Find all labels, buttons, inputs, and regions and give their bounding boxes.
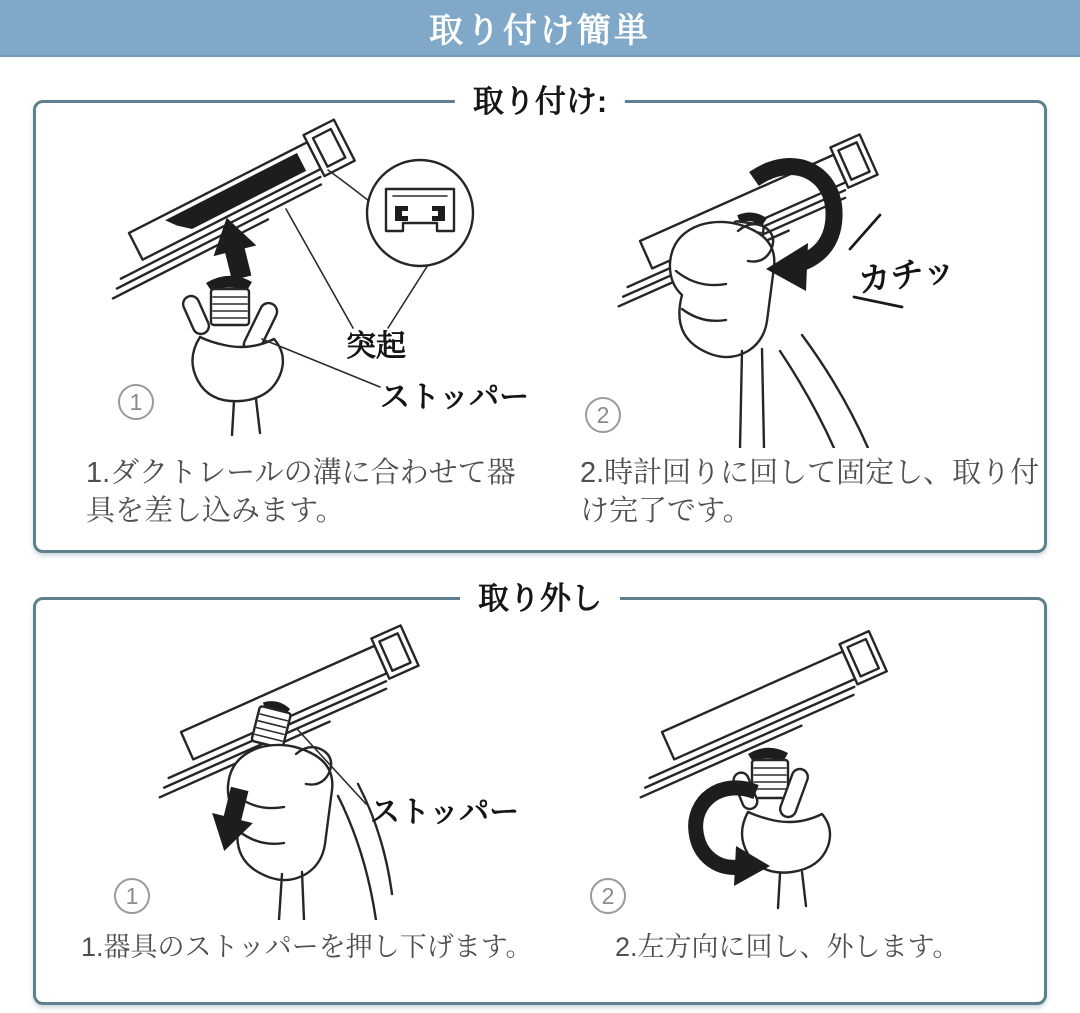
illustration-push-stopper-down [36,620,540,920]
install-step-1 [36,113,540,550]
step-caption: 1.器具のストッパーを押し下げます。 [81,932,533,962]
svg-text:1: 1 [125,883,139,909]
remove-panel-title: 取り外し [460,579,620,619]
label-stopper: ストッパー [370,796,520,829]
step-caption: 1.ダクトレールの溝に合わせて器具を差し込みます。 [86,457,516,527]
remove-panel [33,581,1047,1005]
label-protrusion: 突起 [346,330,406,363]
step-number-badge [119,385,153,419]
label-stopper: ストッパー [380,381,530,414]
install-panel [33,84,1047,553]
svg-text:2: 2 [601,883,615,909]
svg-text:1: 1 [129,389,143,415]
leader-line-inset [388,265,428,328]
install-steps [36,103,1044,550]
svg-text:2: 2 [596,402,610,428]
pendant-rod [762,349,764,448]
hand [670,222,868,448]
pendant-rod [302,872,304,920]
forearm [802,335,868,448]
illustration-rotate-left [540,620,1044,920]
fixture-adapter [206,276,252,325]
remove-step-2 [540,620,1044,1002]
fist [670,222,774,357]
step-number-badge [591,879,625,913]
step-caption: 2.時計回りに回して固定し、取り付け完了です。 [580,457,1040,527]
illustration-insert-into-rail [36,113,540,448]
thumb [181,293,212,336]
step-number-badge [586,398,620,432]
pendant-rod [740,351,742,448]
click-sound-label: カチッ [855,250,958,299]
hand [228,745,392,920]
remove-steps [36,600,1044,1002]
install-step-2 [540,113,1044,550]
emphasis-mark [850,215,880,249]
forearm [780,351,834,448]
install-panel-title: 取り付け: [455,82,625,122]
fist [228,745,332,880]
header-banner [0,0,1080,57]
leader-line-protrusion [286,209,353,328]
remove-step-1 [36,620,540,1002]
illustration-rotate-clockwise [540,113,1044,448]
palm [192,337,282,401]
cross-section-inset [328,160,473,266]
duct-rail [86,120,360,299]
step-number-badge [115,879,149,913]
page-title: 取り付け簡単 [429,12,651,50]
step-caption: 2.左方向に回し、外します。 [615,932,960,962]
